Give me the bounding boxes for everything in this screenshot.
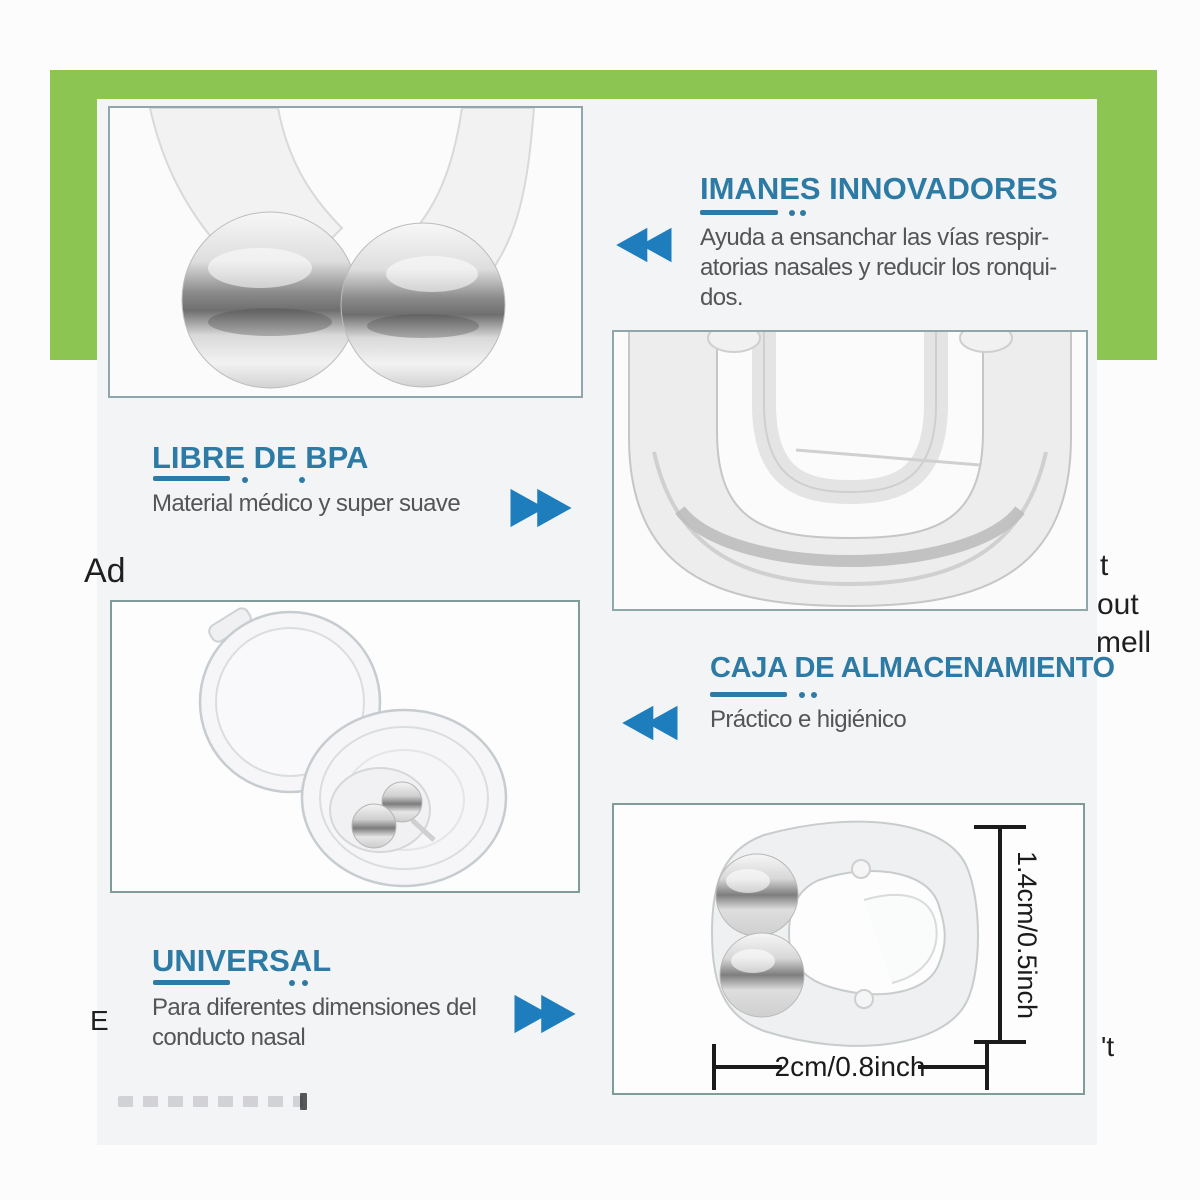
underline-dot	[289, 980, 295, 986]
title-underline	[153, 980, 230, 985]
underline-dot	[299, 477, 305, 483]
section-body-imanes	[700, 223, 1057, 313]
double-right-arrow-icon	[508, 487, 576, 529]
title-underline	[153, 476, 230, 481]
body-line: atorias nasales y reducir los ronqui-	[700, 254, 1057, 281]
section-body-caja	[710, 705, 906, 735]
body-line: Práctico e higiénico	[710, 706, 907, 733]
clip-dimensions-illustration	[614, 805, 1083, 1093]
edge-fragment-e: E	[90, 1005, 109, 1036]
section-title-universal: UNIVERSAL	[152, 943, 332, 978]
section-title-libre: LIBRE DE BPA	[152, 440, 369, 475]
edge-fragment-apostrophe-t: 't	[1101, 1031, 1115, 1062]
photo-clip-dimensions	[612, 803, 1085, 1095]
faint-ghost-mark	[300, 1093, 307, 1110]
title-underline	[700, 210, 778, 215]
double-left-arrow-icon	[618, 704, 680, 742]
underline-dot	[799, 692, 805, 698]
section-body-libre	[152, 489, 460, 519]
underline-dot	[789, 210, 795, 216]
body-line: dos.	[700, 284, 743, 311]
double-right-arrow-icon	[512, 993, 580, 1035]
height-dimension-label: 1.4cm/0.5inch	[1012, 850, 1042, 1020]
storage-case-illustration	[112, 602, 578, 891]
section-body-universal	[152, 993, 476, 1053]
body-line: Para diferentes dimensiones del	[152, 994, 477, 1021]
photo-silicone-ring-close-up	[612, 330, 1088, 611]
underline-dot	[811, 692, 817, 698]
photo-nose-clip-close-up	[108, 106, 583, 398]
faint-ghost-text	[118, 1096, 303, 1107]
underline-dot	[800, 210, 806, 216]
title-underline	[710, 692, 787, 697]
photo-storage-case	[110, 600, 580, 893]
nose-clip-close-up-illustration	[110, 108, 581, 396]
width-dimension-label: 2cm/0.8inch	[774, 1051, 926, 1082]
underline-dot	[302, 980, 308, 986]
section-title-imanes: IMANES INNOVADORES	[700, 171, 1058, 206]
underline-dot	[242, 477, 248, 483]
edge-fragment-ad: Ad	[84, 552, 126, 590]
body-line: conducto nasal	[152, 1024, 306, 1051]
double-left-arrow-icon	[612, 226, 674, 264]
edge-fragment-t: t	[1100, 549, 1109, 582]
body-line: Ayuda a ensanchar las vías respir-	[700, 224, 1049, 251]
body-line: Material médico y super suave	[152, 490, 461, 517]
section-title-caja: CAJA DE ALMACENAMIENTO	[710, 652, 1115, 684]
silicone-ring-illustration	[614, 332, 1086, 609]
edge-fragment-out: out	[1097, 588, 1139, 621]
edge-fragment-mell: mell	[1096, 626, 1152, 659]
